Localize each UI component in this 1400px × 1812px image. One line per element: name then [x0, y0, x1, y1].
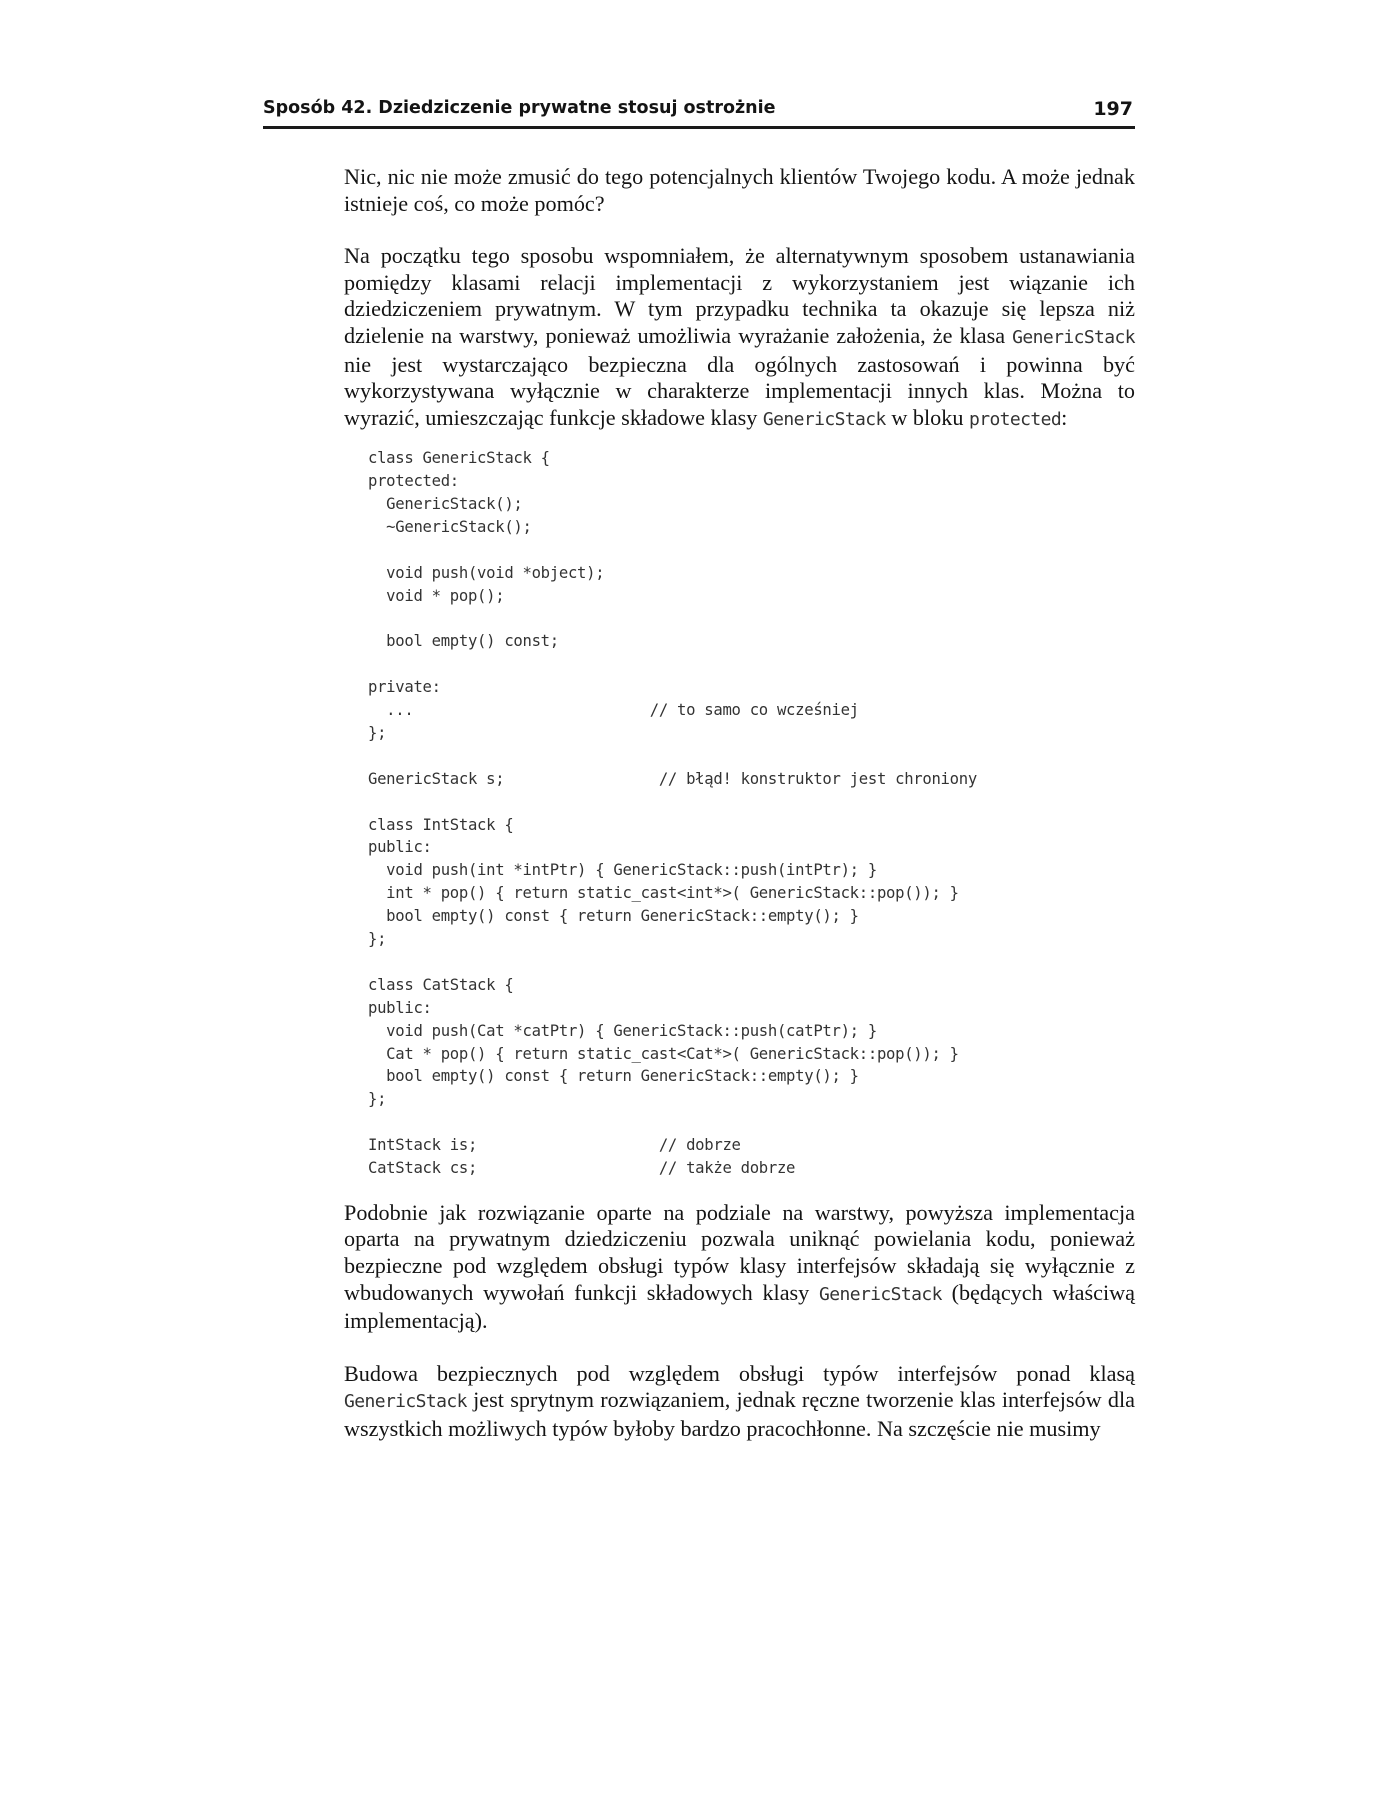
paragraph-3-text: (będących właściwą implementacją). — [344, 1279, 1135, 1334]
paragraph-1 — [344, 164, 1135, 217]
code-line — [368, 791, 1135, 814]
paragraph-1-text: Nic, nic nie może zmusić do tego potencjalnych klientów Twojego kodu. A może jednak istnieje coś, co może pomóc? — [344, 164, 1135, 216]
code-line: class IntStack { — [368, 815, 514, 834]
paragraph-3-text: Podobnie jak rozwiązanie oparte na podziale na warstwy, powyższa implementacja oparta na prywatnym dziedziczeniu pozwala uniknąć powielania kodu, ponieważ bezpieczne pod względem obsługi typów klasy interfejsów składają się wyłącznie z wbudowanych wywołań funkcji składowych klasy — [344, 1199, 1135, 1305]
chapter-title: Sposób 42. Dziedziczenie prywatne stosuj ostrożnie — [263, 98, 776, 118]
code-line — [368, 951, 1135, 974]
code-listing — [368, 447, 1135, 1180]
code-line: void push(Cat *catPtr) { GenericStack::push(catPtr); } — [368, 1021, 877, 1040]
paragraph-4 — [344, 1361, 1135, 1443]
inline-code: protected — [968, 408, 1062, 430]
code-line — [368, 1111, 1135, 1134]
code-line: }; — [368, 1090, 387, 1109]
code-line: public: — [368, 998, 432, 1017]
page-number: 197 — [1093, 98, 1133, 120]
paragraph-2-text: Na początku tego sposobu wspomniałem, że alternatywnym sposobem ustanawiania pomiędzy klasami relacji implementacji z wykorzystaniem jest wiązanie ich dziedziczeniem prywatnym. W tym przypadku technika ta okazuje się lepsza niż dzielenie na warstwy, ponieważ umożliwia wyrażanie założenia, że klasa — [344, 243, 1135, 348]
code-line: ~GenericStack(); — [368, 518, 532, 537]
code-line: }; — [368, 724, 387, 743]
code-line: }; — [368, 930, 387, 949]
paragraph-4-text: Budowa bezpiecznych pod względem obsługi typów interfejsów ponad klasą — [344, 1360, 1135, 1386]
code-line: bool empty() const; — [368, 632, 559, 651]
code-line: public: — [368, 838, 432, 857]
code-line: IntStack is; // dobrze — [368, 1136, 741, 1155]
paragraph-4-text: jest sprytnym rozwiązaniem, jednak ręczne tworzenie klas interfejsów dla wszystkich możliwych typów byłoby bardzo pracochłonne. Na szczęście nie musimy — [344, 1387, 1135, 1441]
paragraph-2 — [344, 243, 1135, 433]
code-line: private: — [368, 678, 441, 697]
code-line — [368, 745, 1135, 768]
inline-code: GenericStack — [344, 1391, 467, 1413]
code-line: GenericStack(); — [368, 495, 523, 514]
code-line: protected: — [368, 472, 459, 491]
code-line: ... // to samo co wcześniej — [368, 701, 859, 720]
code-line: void * pop(); — [368, 586, 505, 605]
page-body — [344, 164, 1135, 1443]
paragraph-2-text: w bloku — [885, 404, 969, 430]
code-line: class GenericStack { — [368, 449, 550, 468]
inline-code: GenericStack — [762, 408, 886, 430]
code-line: int * pop() { return static_cast<int*>( GenericStack::pop()); } — [368, 884, 959, 903]
code-line — [368, 539, 1135, 562]
code-line — [368, 608, 1135, 631]
code-line: bool empty() const { return GenericStack::empty(); } — [368, 907, 859, 926]
inline-code: GenericStack — [1012, 326, 1135, 348]
paragraph-2-text: nie jest wystarczająco bezpieczna dla ogólnych zastosowań i powinna być wykorzystywana wyłącznie w charakterze implementacji innych klas. Można to wyrazić, umieszczając funkcje składowe klasy — [344, 351, 1135, 430]
code-line: class CatStack { — [368, 975, 514, 994]
code-line: void push(int *intPtr) { GenericStack::push(intPtr); } — [368, 861, 877, 880]
code-line — [368, 653, 1135, 676]
code-line: void push(void *object); — [368, 563, 605, 582]
running-header — [263, 96, 1135, 129]
code-line: GenericStack s; // błąd! konstruktor jest chroniony — [368, 769, 977, 788]
paragraph-2-text: : — [1061, 404, 1068, 430]
paragraph-3 — [344, 1200, 1135, 1335]
inline-code: GenericStack — [819, 1283, 942, 1305]
code-line: Cat * pop() { return static_cast<Cat*>( GenericStack::pop()); } — [368, 1044, 959, 1063]
code-line: bool empty() const { return GenericStack::empty(); } — [368, 1067, 859, 1086]
code-line: CatStack cs; // także dobrze — [368, 1158, 796, 1177]
